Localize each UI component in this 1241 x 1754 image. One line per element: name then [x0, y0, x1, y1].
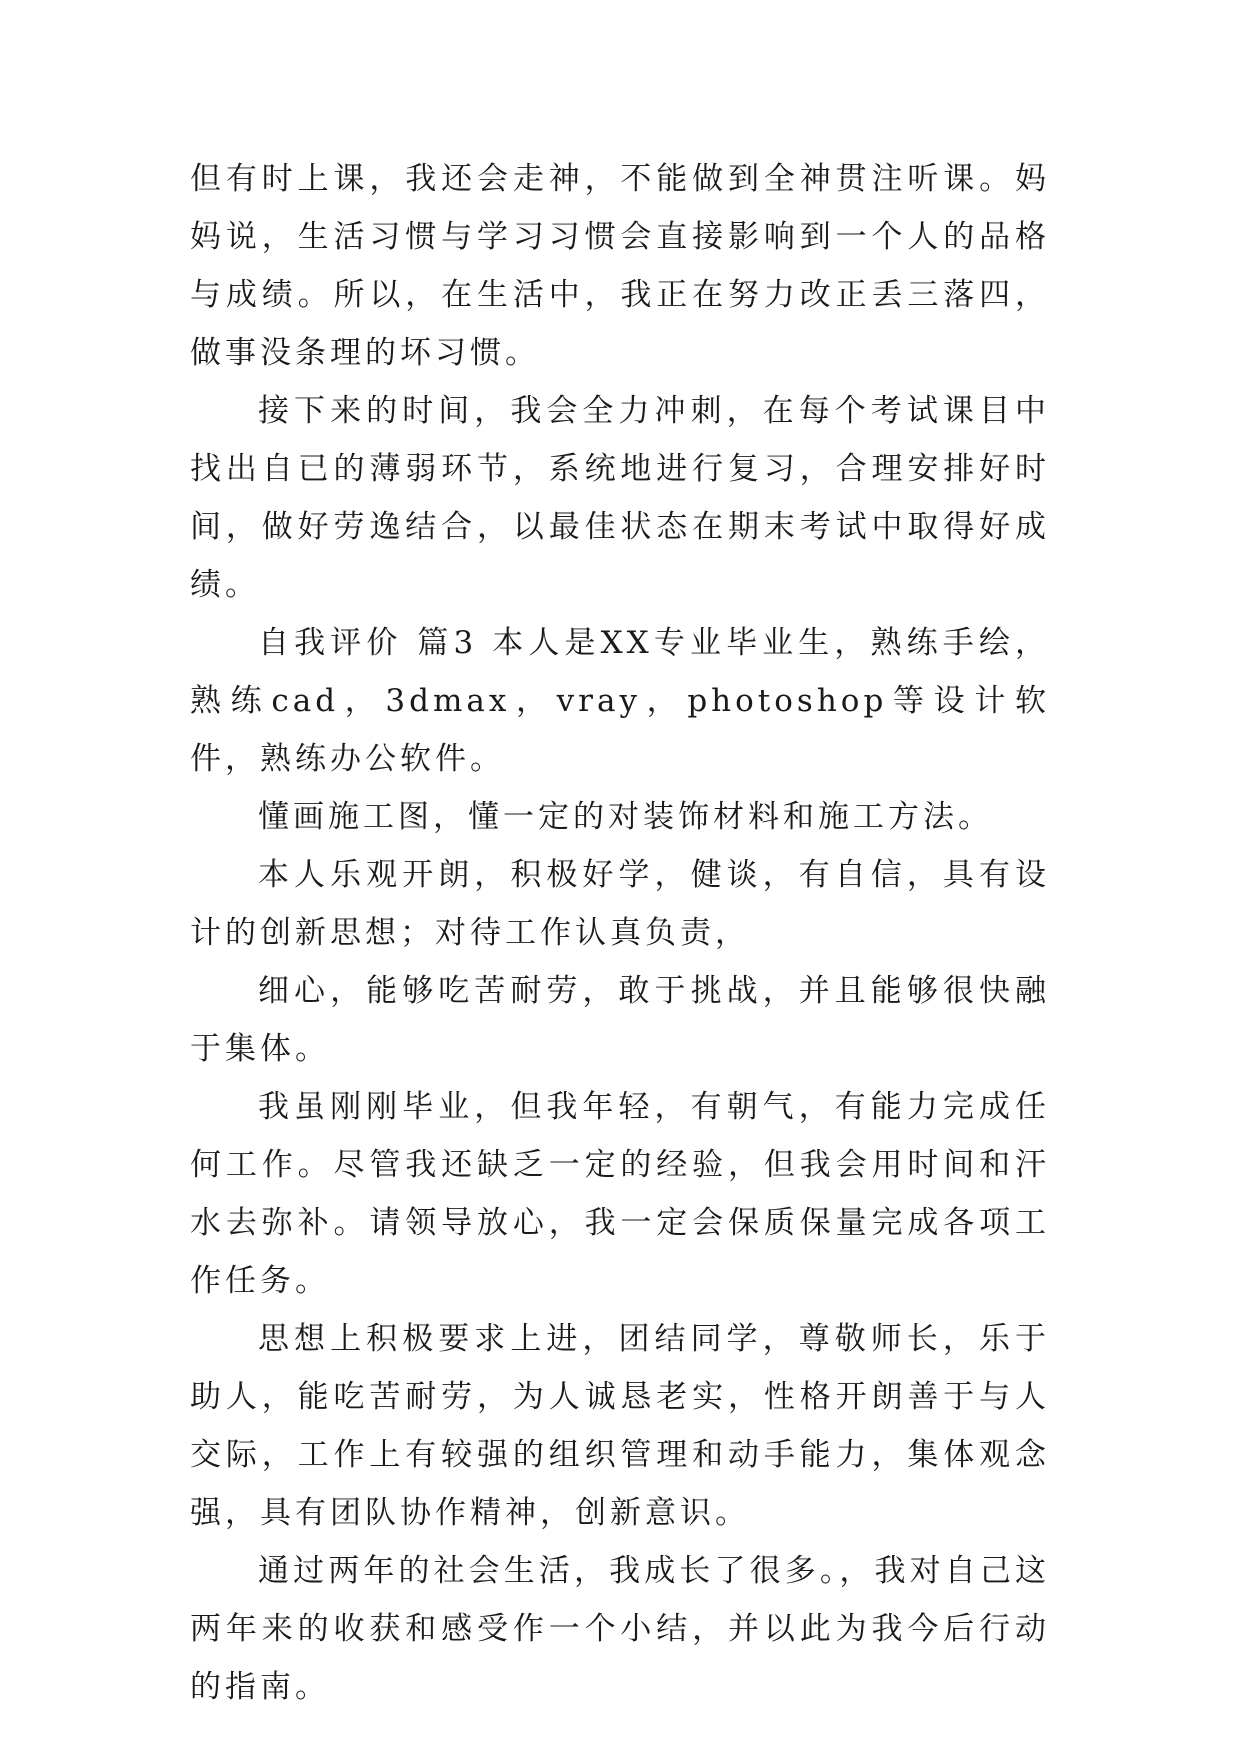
paragraph: 本人乐观开朗，积极好学，健谈，有自信，具有设计的创新思想；对待工作认真负责，	[190, 857, 1050, 951]
paragraph: 接下来的时间，我会全力冲刺，在每个考试课目中找出自已的薄弱环节，系统地进行复习，合理安排好时间，做好劳逸结合，以最佳状态在期末考试中取得好成绩。	[190, 393, 1050, 603]
paragraph: 通过两年的社会生活，我成长了很多。，我对自己这两年来的收获和感受作一个小结，并以此为我今后行动的指南。	[190, 1553, 1050, 1705]
paragraph: 我虽刚刚毕业，但我年轻，有朝气，有能力完成任何工作。尽管我还缺乏一定的经验，但我会用时间和汗水去弥补。请领导放心，我一定会保质保量完成各项工作任务。	[190, 1089, 1050, 1299]
paragraph: 思想上积极要求上进，团结同学，尊敬师长，乐于助人，能吃苦耐劳，为人诚恳老实，性格开朗善于与人交际，工作上有较强的组织管理和动手能力，集体观念强，具有团队协作精神，创新意识。	[190, 1321, 1050, 1531]
paragraph: 但有时上课，我还会走神，不能做到全神贯注听课。妈妈说，生活习惯与学习习惯会直接影响到一个人的品格与成绩。所以，在生活中，我正在努力改正丢三落四，做事没条理的坏习惯。	[190, 161, 1050, 371]
document-body	[190, 150, 1050, 1716]
paragraph: 细心，能够吃苦耐劳，敢于挑战，并且能够很快融于集体。	[190, 973, 1050, 1067]
paragraph: 懂画施工图，懂一定的对装饰材料和施工方法。	[258, 799, 993, 835]
paragraph: 自我评价 篇3 本人是XX专业毕业生，熟练手绘，熟练cad，3dmax，vray，photoshop等设计软件，熟练办公软件。	[190, 625, 1050, 777]
